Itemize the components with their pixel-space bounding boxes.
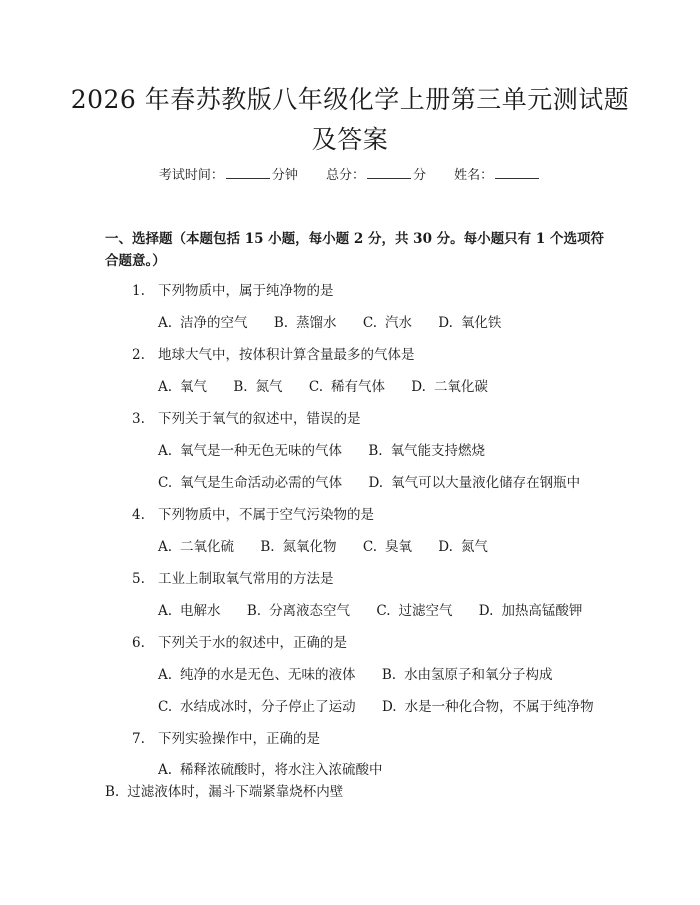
option-text: 加热高锰酸钾 [501,603,583,619]
exam-time-blank [226,166,270,179]
option-c [363,537,412,557]
question-1 [132,281,334,301]
option-letter: A. [158,315,173,331]
option-text: 洁净的空气 [180,315,248,331]
question-stem: 地球大气中，按体积计算含量最多的气体是 [158,347,415,363]
option-d [438,537,488,557]
question-number: 2. [132,347,145,363]
option-c [376,601,452,621]
option-b [274,313,337,333]
option-a [158,665,356,685]
option-c [158,697,356,717]
option-text: 分离液态空气 [269,603,351,619]
option-letter: B. [381,667,397,683]
option-text: 稀有气体 [331,379,385,395]
option-b [247,601,350,621]
option-d [411,377,488,397]
option-letter: B. [273,315,289,331]
option-text: 纯净的水是无色、无味的液体 [180,667,356,683]
question-5-options [158,601,582,621]
total-score-field [326,168,426,183]
option-letter: D. [381,699,397,715]
question-5 [132,569,334,589]
option-b [105,781,343,803]
option-text: 臭氧 [385,539,412,555]
question-number: 6. [132,635,145,651]
option-letter: A. [158,379,173,395]
option-letter: C. [158,475,173,491]
option-d [368,473,580,493]
question-stem: 下列关于水的叙述中，正确的是 [158,635,347,651]
option-b [260,537,336,557]
option-text: 氧气是生命活动必需的气体 [180,475,343,491]
option-d [479,601,583,621]
option-letter: B. [105,784,120,800]
question-number: 4. [132,507,145,523]
option-text: 水由氢原子和氧分子构成 [404,667,553,683]
question-7 [132,729,320,749]
option-a [158,601,221,621]
option-letter: D. [368,475,384,491]
option-letter: C. [158,699,173,715]
option-text: 氧气 [180,379,208,395]
option-letter: C. [362,315,377,331]
section-heading: 一、选择题（本题包括 15 小题，每小题 2 分，共 30 分。每小题只有 1 个选项符合题意。） [105,231,604,269]
option-text: 电解水 [180,603,221,619]
question-6-options-row2 [158,697,594,717]
option-a [158,537,234,557]
option-d [382,697,594,717]
question-stem: 下列关于氧气的叙述中，错误的是 [158,411,361,427]
option-text: 过滤空气 [398,603,453,619]
question-number: 7. [132,731,145,747]
total-score-unit: 分 [413,168,427,183]
option-c [158,473,342,493]
page-title: 2026 年春苏教版八年级化学上册第三单元测试题及答案 [70,85,630,154]
question-7-options [105,759,605,803]
option-text: 蒸馏水 [296,315,337,331]
question-number: 5. [132,571,145,587]
option-b [368,441,485,461]
option-letter: C. [362,539,377,555]
exam-time-unit: 分钟 [271,168,298,183]
question-stem: 下列实验操作中，正确的是 [158,731,320,747]
option-text: 二氧化硫 [180,539,235,555]
option-text: 氧化铁 [460,315,502,331]
option-letter: A. [158,667,173,683]
option-text: 稀释浓硫酸时，将水注入浓硫酸中 [180,762,383,778]
option-letter: A. [158,539,173,555]
option-a [158,441,342,461]
option-b [233,377,282,397]
option-letter: B. [246,603,262,619]
option-text: 氧气可以大量液化储存在钢瓶中 [391,475,581,491]
option-text: 汽水 [385,315,412,331]
question-6-options-row1 [158,665,575,685]
total-score-blank [367,166,411,179]
name-label: 姓名： [454,168,494,183]
question-3 [132,409,361,429]
option-letter: D. [438,539,453,555]
option-b [382,665,553,685]
question-2 [132,345,415,365]
option-letter: B. [233,379,248,395]
option-c [309,377,385,397]
option-letter: A. [158,762,173,778]
option-a [158,377,207,397]
option-letter: C. [308,379,323,395]
question-1-options [158,313,523,333]
question-4 [132,505,374,525]
total-score-label: 总分： [325,168,365,183]
option-letter: A. [158,603,173,619]
question-6 [132,633,347,653]
option-c [363,313,412,333]
option-text: 氮气 [460,539,488,555]
question-2-options [158,377,510,397]
option-text: 氧气能支持燃烧 [390,443,486,459]
exam-time-label: 考试时间： [158,168,224,183]
question-stem: 下列物质中，属于纯净物的是 [158,283,334,299]
option-text: 过滤液体时，漏斗下端紧靠烧杯内壁 [127,784,344,800]
option-letter: A. [158,443,173,459]
option-a [158,313,248,333]
option-text: 二氧化碳 [433,379,488,395]
option-letter: B. [368,443,383,459]
option-text: 水是一种化合物，不属于纯净物 [404,699,594,715]
option-text: 氮氧化物 [282,539,337,555]
exam-info-line [0,166,700,186]
option-letter: D. [478,603,494,619]
option-text: 水结成冰时，分子停止了运动 [180,699,356,715]
option-letter: B. [260,539,275,555]
exam-time-field [159,168,298,183]
name-field [454,168,541,183]
question-stem: 下列物质中，不属于空气污染物的是 [158,507,374,523]
option-d [438,313,501,333]
option-text: 氧气是一种无色无味的气体 [180,443,343,459]
question-3-options-row1 [158,441,507,461]
question-number: 3. [132,411,145,427]
option-text: 氮气 [255,379,283,395]
question-4-options [158,537,510,557]
option-letter: C. [376,603,391,619]
option-letter: D. [411,379,426,395]
option-a [158,759,383,781]
option-letter: D. [438,315,453,331]
question-number: 1. [132,283,145,299]
question-stem: 工业上制取氧气常用的方法是 [158,571,334,587]
name-blank [495,166,539,179]
question-3-options-row2 [158,473,580,493]
